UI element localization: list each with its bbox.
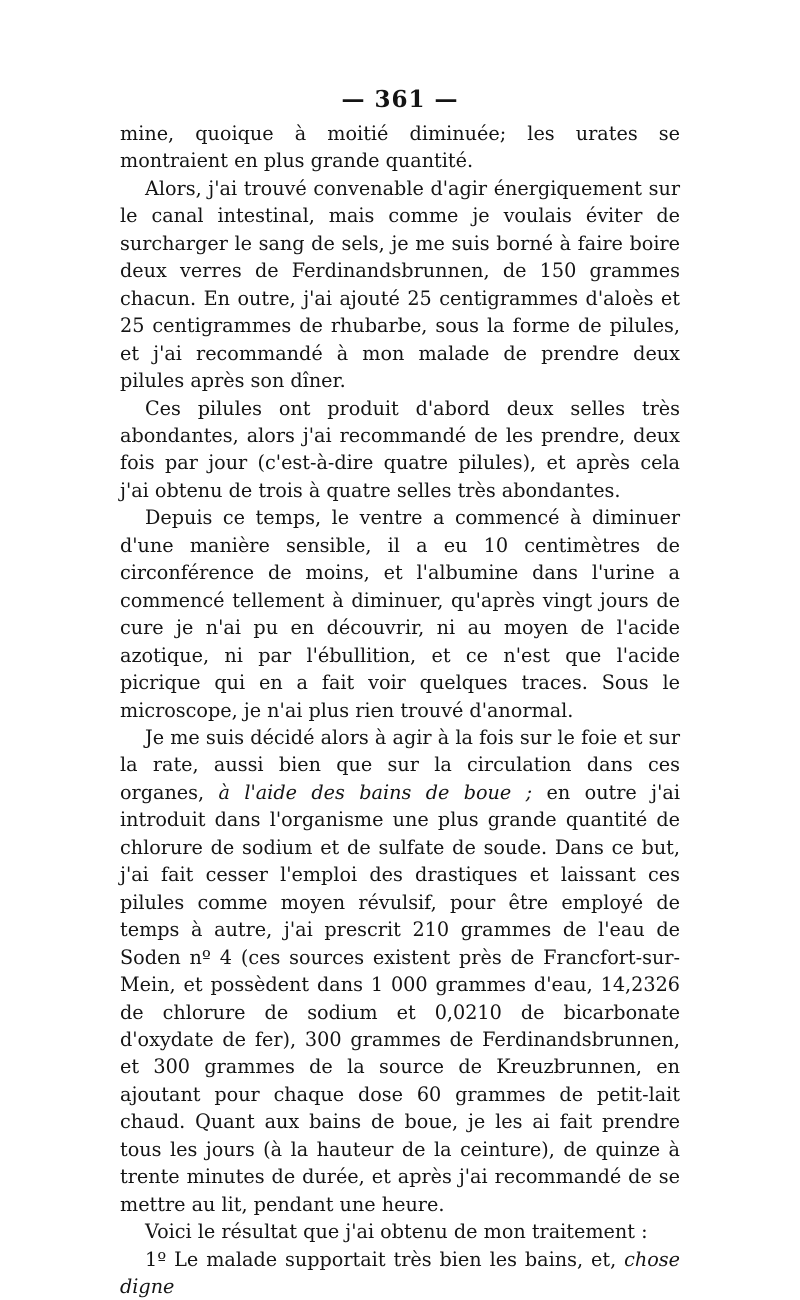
- paragraph: [120, 1246, 680, 1300]
- paragraph: [120, 724, 680, 1218]
- text-segment: Depuis ce temps, le ventre a commencé à diminuer d'une manière sensible, il a eu 10 centimètres de circonférence de moins, et l'albumine dans l'urine a commencé tellement à diminuer, qu'après vingt jours de cure je n'ai pu en découvrir, ni au moyen de l'acide azotique, ni par l'ébullition, et ce n'est que l'acide picrique qui en a fait voir quelques traces. Sous le microscope, je n'ai plus rien trouvé d'anormal.: [120, 506, 680, 722]
- text-segment: mine, quoique à moitié diminuée; les urates se montraient en plus grande quantité.: [120, 122, 680, 173]
- text-segment: Ces pilules ont produit d'abord deux selles très abondantes, alors j'ai recommandé de les prendre, deux fois par jour (c'est-à-dire quatre pilules), et après cela j'ai obtenu de trois à quatre selles très abondantes.: [120, 396, 680, 502]
- paragraph: [120, 1218, 680, 1245]
- italic-text: chose digne: [120, 1247, 680, 1299]
- paragraph: [120, 395, 680, 505]
- text-segment: Voici le résultat que j'ai obtenu de mon traitement :: [145, 1220, 648, 1244]
- text-segment: Alors, j'ai trouvé convenable d'agir énergiquement sur le canal intestinal, mais comme je voulais éviter de surcharger le sang de sels, je me suis borné à faire boire deux verres de Ferdinandsbrunnen, de 150 grammes chacun. En outre, j'ai ajouté 25 centigrammes d'aloès et 25 centigrammes de rhubarbe, sous la forme de pilules, et j'ai recommandé à mon malade de prendre deux pilules après son dîner.: [120, 176, 680, 393]
- text-segment: Je me suis décidé alors à agir à la fois sur le foie et sur la rate, aussi bien que sur la circulation dans ces organes,: [120, 725, 680, 804]
- book-page: [120, 86, 680, 1300]
- page-number: — 361 —: [341, 86, 459, 113]
- text-segment: 1º Le malade supportait très bien les bains, et,: [145, 1247, 625, 1271]
- paragraph: [120, 504, 680, 724]
- text-segment: en outre j'ai introduit dans l'organisme une plus grande quantité de chlorure de sodium et de sulfate de soude. Dans ce but, j'ai fait cesser l'emploi des drastiques et laissant ces pilules comme moyen révulsif, pour être employé de temps à autre, j'ai prescrit 210 grammes de l'eau de Soden nº 4 (ces sources existent près de Francfort-sur-Mein, et possèdent dans 1 000 grammes d'eau, 14,2326 de chlorure de sodium et 0,0210 de bicarbonate d'oxydate de fer), 300 grammes de Ferdinandsbrunnen, et 300 grammes de la source de Kreuzbrunnen, en ajoutant pour chaque dose 60 grammes de petit-lait chaud. Quant aux bains de boue, je les ai fait prendre tous les jours (à la hauteur de la ceinture), de quinze à trente minutes de durée, et après j'ai recommandé de se mettre au lit, pendant une heure.: [120, 780, 680, 1216]
- paragraph: [120, 120, 680, 175]
- italic-text: à l'aide des bains de boue ;: [218, 780, 533, 804]
- body-text: [120, 120, 680, 1300]
- paragraph: [120, 175, 680, 395]
